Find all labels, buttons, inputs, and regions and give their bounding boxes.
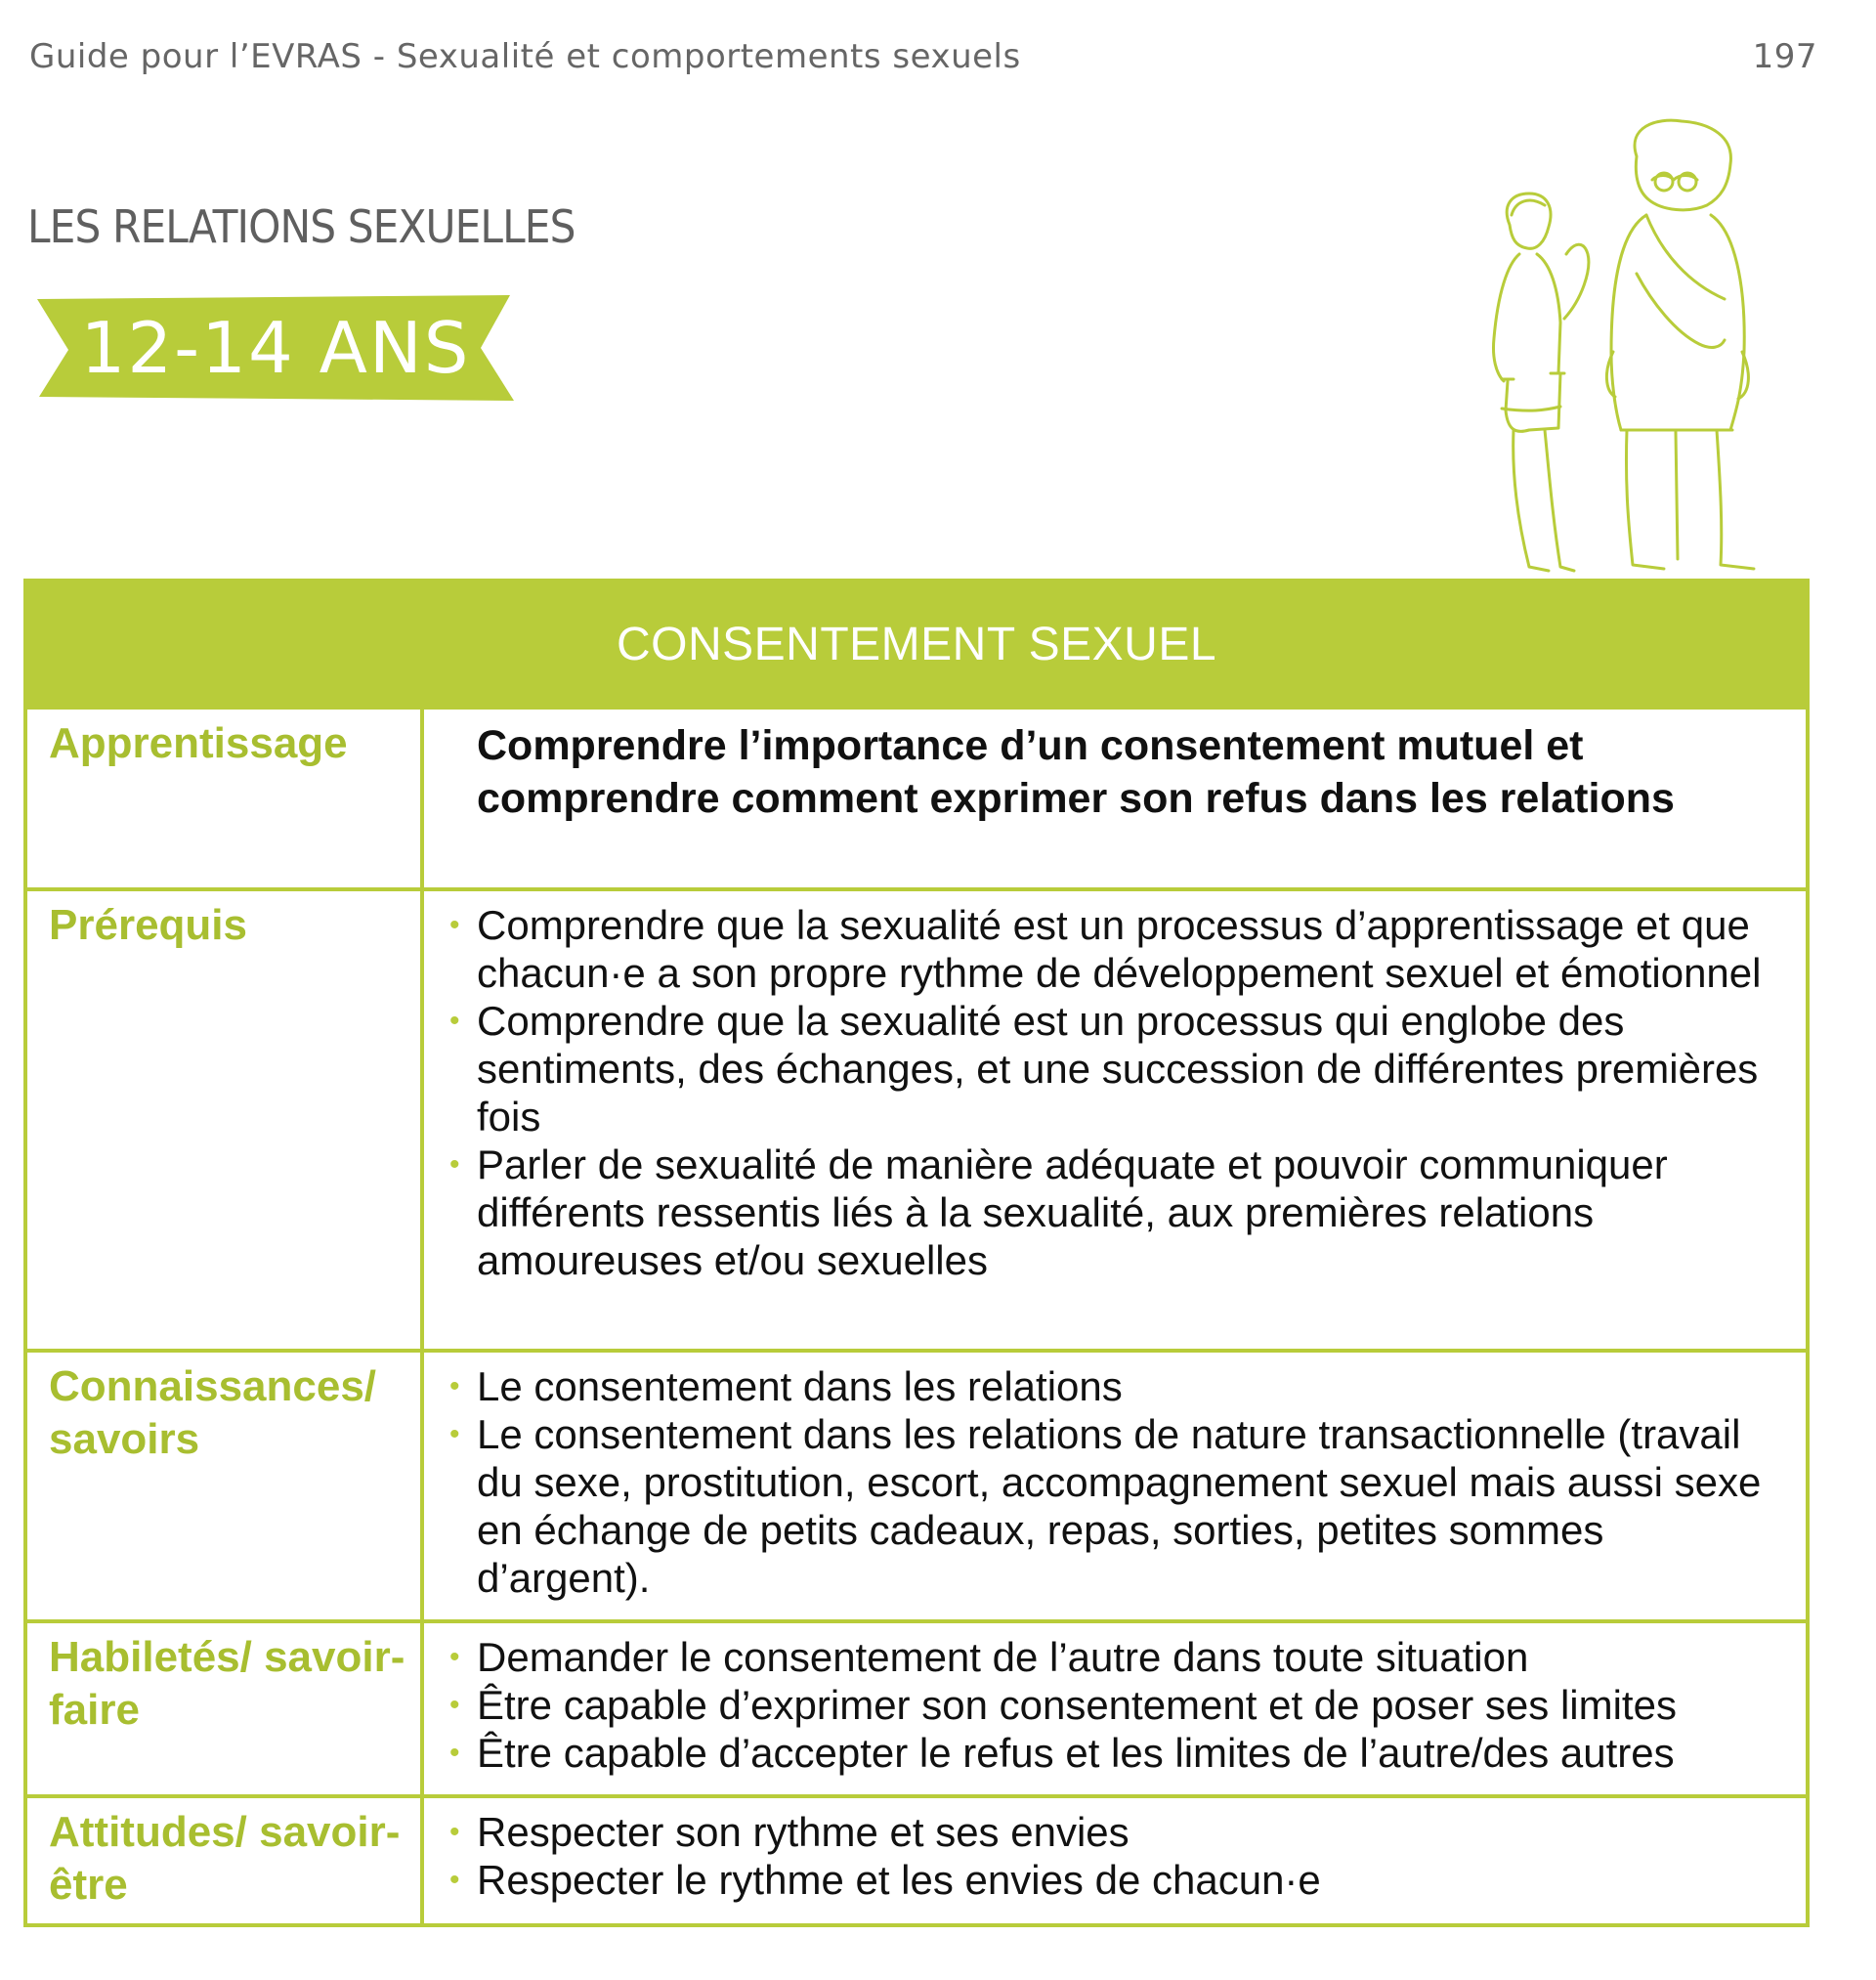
child-figure-icon [1493, 194, 1588, 571]
people-illustration [1490, 117, 1773, 583]
age-banner [35, 293, 516, 403]
row-label: Connaissances/ savoirs [27, 1353, 424, 1619]
row-label: Apprentissage [27, 710, 424, 887]
adult-figure-icon [1606, 120, 1754, 569]
row-label: Attitudes/ savoir-être [27, 1798, 424, 1923]
list-item: • Parler de sexualité de manière adéquate et pouvoir communiquer différents ressentis liés à la sexualité, aux premières relations amoureuses et/ou sexuelles [448, 1141, 1786, 1284]
page-number: 197 [1752, 37, 1817, 76]
row-content [424, 891, 1806, 1349]
row-content [424, 1798, 1806, 1923]
table-row [27, 1794, 1806, 1923]
table-title: CONSENTEMENT SEXUEL [27, 582, 1806, 706]
running-title: Guide pour l’EVRAS - Sexualité et comportements sexuels [29, 37, 1021, 76]
list-item: • Demander le consentement de l’autre dans toute situation [448, 1633, 1786, 1681]
age-range-label: 12-14 ANS [80, 307, 471, 389]
running-header [29, 37, 1817, 76]
list-item: • Être capable d’exprimer son consentement et de poser ses limites [448, 1681, 1786, 1729]
row-label: Habiletés/ savoir-faire [27, 1623, 424, 1794]
list-item: • Le consentement dans les relations de nature transactionnelle (travail du sexe, prostitution, escort, accompagnement sexuel mais aussi sexe en échange de petits cadeaux, repas, sorties, petites sommes d’argent). [448, 1410, 1786, 1602]
row-label: Prérequis [27, 891, 424, 1349]
list-item: • Respecter son rythme et ses envies [448, 1808, 1786, 1856]
table-row [27, 1349, 1806, 1619]
row-content: Comprendre l’importance d’un consentement mutuel et comprendre comment exprimer son refus dans les relations [477, 722, 1675, 822]
row-content [424, 1623, 1806, 1794]
table-row [27, 706, 1806, 887]
list-item: • Respecter le rythme et les envies de chacun·e [448, 1856, 1786, 1904]
list-item: • Être capable d’accepter le refus et les limites de l’autre/des autres [448, 1729, 1786, 1777]
competency-table [23, 579, 1810, 1927]
list-item: • Le consentement dans les relations [448, 1362, 1786, 1410]
list-item: • Comprendre que la sexualité est un processus qui englobe des sentiments, des échanges, et une succession de différentes premières fois [448, 997, 1786, 1141]
section-title: LES RELATIONS SEXUELLES [27, 200, 576, 253]
table-row [27, 887, 1806, 1349]
row-content [424, 1353, 1806, 1619]
list-item: • Comprendre que la sexualité est un processus d’apprentissage et que chacun·e a son propre rythme de développement sexuel et émotionnel [448, 901, 1786, 997]
table-row [27, 1619, 1806, 1794]
